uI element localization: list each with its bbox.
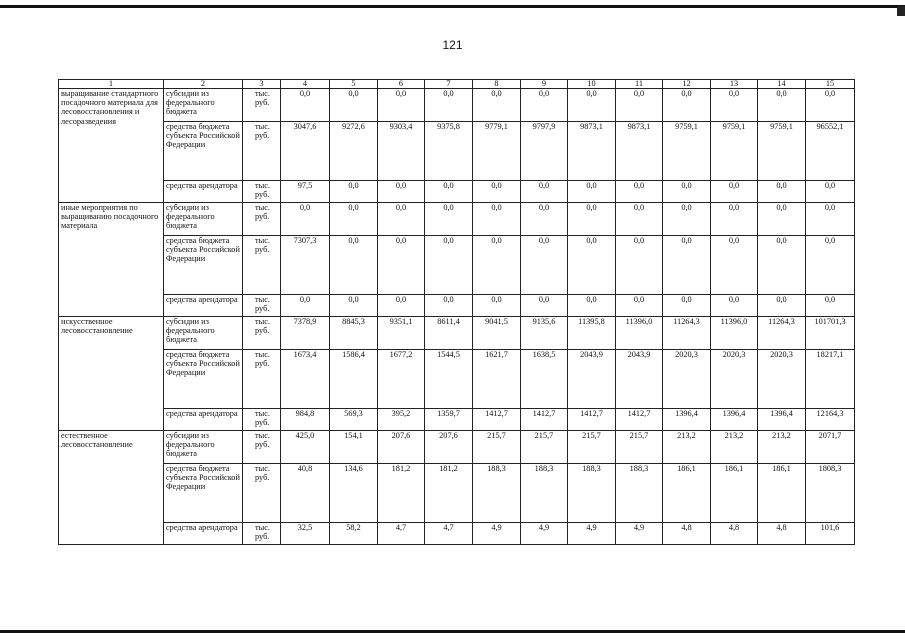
value-cell: 0,0 [281,295,330,317]
column-number-header: 9 [521,80,568,89]
funding-source-cell: средства бюджета субъекта Российской Федерации [164,350,243,409]
value-cell: 1677,2 [378,350,425,409]
value-cell: 2071,7 [806,431,855,464]
value-cell: 213,2 [663,431,711,464]
value-cell: 0,0 [473,236,521,295]
value-cell: 2043,9 [616,350,663,409]
value-cell: 0,0 [568,181,616,203]
column-number-header: 8 [473,80,521,89]
value-cell: 1638,5 [521,350,568,409]
value-cell: 0,0 [758,295,806,317]
value-cell: 0,0 [806,181,855,203]
value-cell: 0,0 [663,236,711,295]
value-cell: 0,0 [663,89,711,122]
value-cell: 4,8 [711,523,758,545]
value-cell: 0,0 [425,203,473,236]
value-cell: 0,0 [378,89,425,122]
column-number-header: 13 [711,80,758,89]
value-cell: 0,0 [616,181,663,203]
value-cell: 0,0 [378,295,425,317]
activity-cell: искусственное лесовосстановление [59,317,164,431]
value-cell: 9873,1 [616,122,663,181]
value-cell: 0,0 [281,203,330,236]
value-cell: 0,0 [425,181,473,203]
funding-source-cell: субсидии из федерального бюджета [164,317,243,350]
value-cell: 58,2 [330,523,378,545]
value-cell: 0,0 [663,203,711,236]
value-cell: 0,0 [711,236,758,295]
value-cell: 395,2 [378,409,425,431]
value-cell: 215,7 [568,431,616,464]
value-cell: 425,0 [281,431,330,464]
activity-cell: выращивание стандартного посадочного материала для лесовосстановления и лесоразведения [59,89,164,203]
value-cell: 9303,4 [378,122,425,181]
value-cell: 9272,6 [330,122,378,181]
value-cell: 8611,4 [425,317,473,350]
value-cell: 32,5 [281,523,330,545]
column-number-header: 1 [59,80,164,89]
table-row [59,464,855,523]
value-cell: 40,8 [281,464,330,523]
column-number-header: 14 [758,80,806,89]
value-cell: 4,7 [378,523,425,545]
table-row [59,236,855,295]
value-cell: 0,0 [568,295,616,317]
funding-source-cell: средства арендатора [164,181,243,203]
value-cell: 101,6 [806,523,855,545]
table-row [59,203,855,236]
value-cell: 97,5 [281,181,330,203]
value-cell: 9351,1 [378,317,425,350]
value-cell: 9041,5 [473,317,521,350]
value-cell: 0,0 [330,203,378,236]
value-cell: 8845,3 [330,317,378,350]
value-cell: 9375,8 [425,122,473,181]
column-number-header: 7 [425,80,473,89]
value-cell: 1544,5 [425,350,473,409]
value-cell: 4,9 [521,523,568,545]
value-cell: 2043,9 [568,350,616,409]
value-cell: 2020,3 [711,350,758,409]
value-cell: 188,3 [473,464,521,523]
value-cell: 9779,1 [473,122,521,181]
unit-cell: тыс. руб. [243,350,281,409]
value-cell: 0,0 [806,203,855,236]
unit-cell: тыс. руб. [243,295,281,317]
unit-cell: тыс. руб. [243,464,281,523]
table-row [59,295,855,317]
value-cell: 1673,4 [281,350,330,409]
table-row [59,89,855,122]
table-row [59,181,855,203]
value-cell: 0,0 [568,89,616,122]
value-cell: 984,8 [281,409,330,431]
value-cell: 9759,1 [663,122,711,181]
funding-source-cell: средства арендатора [164,409,243,431]
value-cell: 4,8 [758,523,806,545]
value-cell: 1359,7 [425,409,473,431]
value-cell: 0,0 [711,203,758,236]
value-cell: 1396,4 [711,409,758,431]
value-cell: 1586,4 [330,350,378,409]
value-cell: 0,0 [473,89,521,122]
value-cell: 9759,1 [711,122,758,181]
funding-source-cell: средства арендатора [164,295,243,317]
value-cell: 186,1 [711,464,758,523]
value-cell: 9759,1 [758,122,806,181]
column-number-header: 3 [243,80,281,89]
table-row [59,122,855,181]
value-cell: 0,0 [521,236,568,295]
unit-cell: тыс. руб. [243,89,281,122]
value-cell: 0,0 [758,181,806,203]
value-cell: 11396,0 [711,317,758,350]
value-cell: 0,0 [568,203,616,236]
value-cell: 1808,3 [806,464,855,523]
value-cell: 0,0 [711,295,758,317]
unit-cell: тыс. руб. [243,317,281,350]
value-cell: 11264,3 [663,317,711,350]
value-cell: 3047,6 [281,122,330,181]
value-cell: 188,3 [568,464,616,523]
value-cell: 188,3 [521,464,568,523]
value-cell: 186,1 [758,464,806,523]
value-cell: 0,0 [330,295,378,317]
value-cell: 0,0 [521,181,568,203]
column-number-header: 6 [378,80,425,89]
value-cell: 0,0 [473,295,521,317]
funding-source-cell: субсидии из федерального бюджета [164,89,243,122]
value-cell: 4,9 [616,523,663,545]
table-row [59,317,855,350]
value-cell: 0,0 [616,295,663,317]
table-row [59,409,855,431]
value-cell: 0,0 [521,89,568,122]
value-cell: 11396,0 [616,317,663,350]
unit-cell: тыс. руб. [243,431,281,464]
value-cell: 0,0 [806,236,855,295]
value-cell: 1396,4 [758,409,806,431]
value-cell: 569,3 [330,409,378,431]
value-cell: 9135,6 [521,317,568,350]
value-cell: 0,0 [711,89,758,122]
value-cell: 9873,1 [568,122,616,181]
value-cell: 1396,4 [663,409,711,431]
column-number-header: 12 [663,80,711,89]
value-cell: 0,0 [425,89,473,122]
value-cell: 134,6 [330,464,378,523]
unit-cell: тыс. руб. [243,203,281,236]
column-number-header: 15 [806,80,855,89]
value-cell: 9797,9 [521,122,568,181]
unit-cell: тыс. руб. [243,181,281,203]
value-cell: 1412,7 [473,409,521,431]
column-number-header: 4 [281,80,330,89]
value-cell: 213,2 [758,431,806,464]
column-number-header: 2 [164,80,243,89]
value-cell: 0,0 [568,236,616,295]
value-cell: 186,1 [663,464,711,523]
value-cell: 188,3 [616,464,663,523]
table-row [59,350,855,409]
value-cell: 0,0 [616,89,663,122]
value-cell: 0,0 [378,236,425,295]
value-cell: 181,2 [425,464,473,523]
activity-cell: естественное лесовосстановление [59,431,164,545]
value-cell: 0,0 [806,89,855,122]
value-cell: 0,0 [711,181,758,203]
value-cell: 0,0 [378,203,425,236]
value-cell: 0,0 [330,181,378,203]
data-table [58,79,855,545]
value-cell: 0,0 [616,236,663,295]
value-cell: 181,2 [378,464,425,523]
table-row [59,431,855,464]
value-cell: 4,8 [663,523,711,545]
value-cell: 0,0 [378,181,425,203]
value-cell: 0,0 [473,203,521,236]
column-number-header: 11 [616,80,663,89]
value-cell: 2020,3 [758,350,806,409]
value-cell: 101701,3 [806,317,855,350]
value-cell: 215,7 [521,431,568,464]
header-row [59,80,855,89]
value-cell: 0,0 [330,89,378,122]
unit-cell: тыс. руб. [243,409,281,431]
value-cell: 11395,8 [568,317,616,350]
top-border-line [0,5,905,8]
value-cell: 207,6 [425,431,473,464]
funding-source-cell: субсидии из федерального бюджета [164,203,243,236]
activity-cell: иные мероприятия по выращиванию посадочного материала [59,203,164,317]
value-cell: 213,2 [711,431,758,464]
value-cell: 0,0 [663,295,711,317]
value-cell: 0,0 [521,203,568,236]
value-cell: 0,0 [425,295,473,317]
value-cell: 0,0 [425,236,473,295]
value-cell: 0,0 [521,295,568,317]
value-cell: 0,0 [758,203,806,236]
bottom-border-line [0,630,905,633]
value-cell: 0,0 [758,236,806,295]
page-number: 121 [442,38,463,52]
value-cell: 1412,7 [616,409,663,431]
top-right-mark [897,6,905,16]
value-cell: 4,9 [568,523,616,545]
unit-cell: тыс. руб. [243,236,281,295]
value-cell: 215,7 [616,431,663,464]
funding-source-cell: субсидии из федерального бюджета [164,431,243,464]
value-cell: 207,6 [378,431,425,464]
value-cell: 7378,9 [281,317,330,350]
funding-source-cell: средства бюджета субъекта Российской Федерации [164,122,243,181]
value-cell: 0,0 [806,295,855,317]
value-cell: 215,7 [473,431,521,464]
value-cell: 1412,7 [521,409,568,431]
column-number-header: 10 [568,80,616,89]
value-cell: 0,0 [616,203,663,236]
column-number-header: 5 [330,80,378,89]
value-cell: 4,9 [473,523,521,545]
table-row [59,523,855,545]
value-cell: 0,0 [663,181,711,203]
value-cell: 1412,7 [568,409,616,431]
funding-source-cell: средства арендатора [164,523,243,545]
value-cell: 96552,1 [806,122,855,181]
value-cell: 4,7 [425,523,473,545]
value-cell: 11264,3 [758,317,806,350]
value-cell: 0,0 [473,181,521,203]
value-cell: 0,0 [281,89,330,122]
value-cell: 1621,7 [473,350,521,409]
unit-cell: тыс. руб. [243,523,281,545]
value-cell: 0,0 [330,236,378,295]
value-cell: 154,1 [330,431,378,464]
value-cell: 12164,3 [806,409,855,431]
funding-source-cell: средства бюджета субъекта Российской Федерации [164,236,243,295]
value-cell: 0,0 [758,89,806,122]
unit-cell: тыс. руб. [243,122,281,181]
value-cell: 7307,3 [281,236,330,295]
value-cell: 18217,1 [806,350,855,409]
value-cell: 2020,3 [663,350,711,409]
funding-source-cell: средства бюджета субъекта Российской Федерации [164,464,243,523]
